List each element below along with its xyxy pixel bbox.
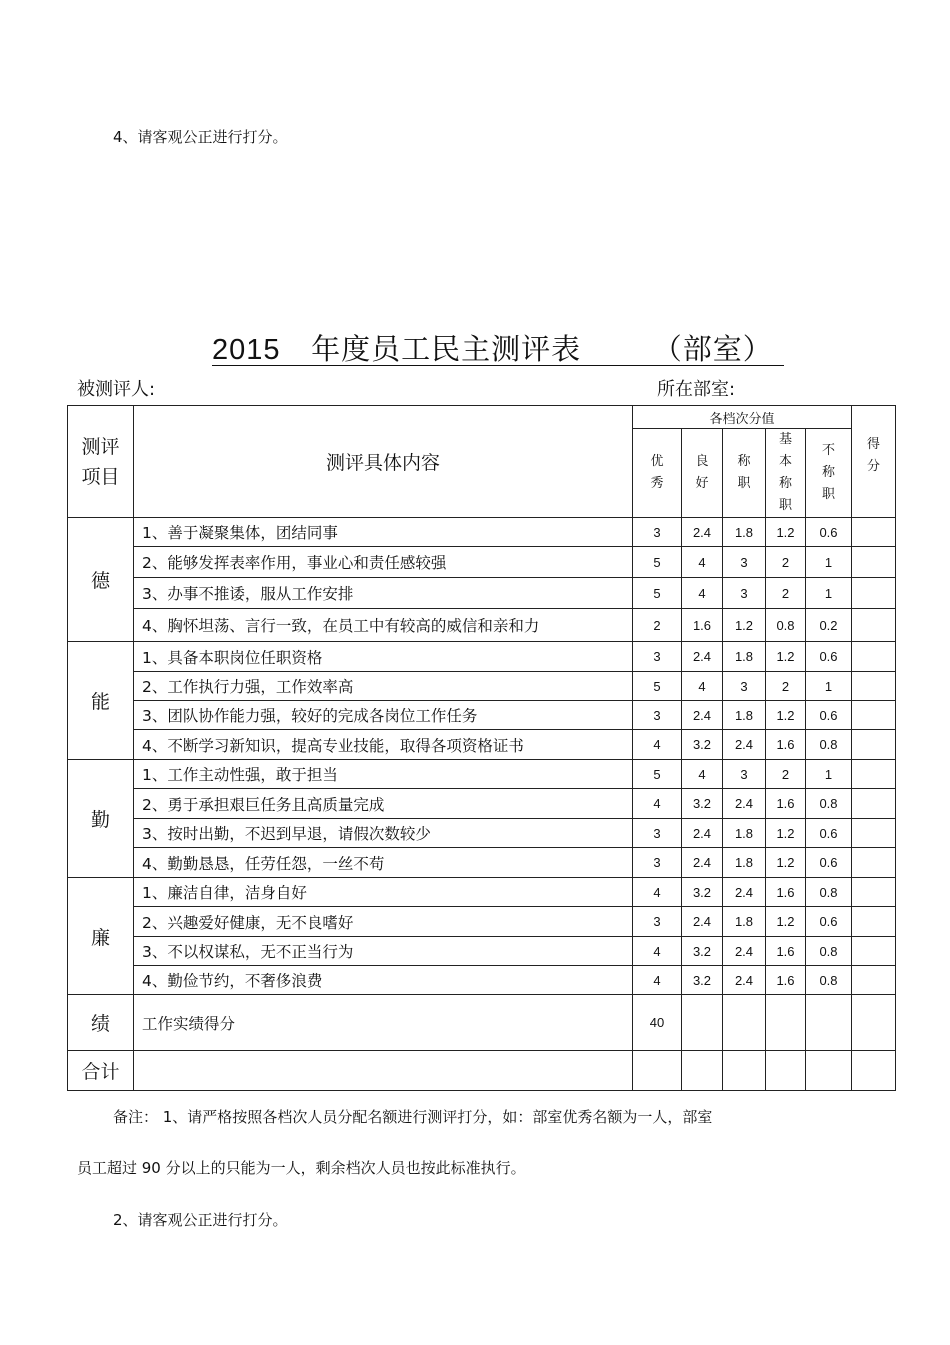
grade-value: 4 xyxy=(682,760,723,789)
grade-value: 5 xyxy=(633,547,682,578)
grade-value: 2 xyxy=(766,760,806,789)
category-label: 德 xyxy=(68,518,134,642)
score-cell[interactable] xyxy=(852,907,896,937)
item-text: 1、善于凝聚集体，团结同事 xyxy=(134,518,633,547)
grade-value: 3.2 xyxy=(682,878,723,907)
header-grade xyxy=(682,429,723,518)
grade-value: 2.4 xyxy=(723,937,766,966)
grade-value: 0.8 xyxy=(806,937,852,966)
empty-cell xyxy=(766,995,806,1051)
grade-value: 40 xyxy=(633,995,682,1051)
table-row xyxy=(68,642,896,672)
grade-value: 0.6 xyxy=(806,848,852,878)
grade-value: 2.4 xyxy=(682,518,723,547)
grade-value: 2 xyxy=(766,547,806,578)
grade-value: 4 xyxy=(682,547,723,578)
grade-value: 0.6 xyxy=(806,819,852,848)
table-row xyxy=(68,907,896,937)
score-cell[interactable] xyxy=(852,642,896,672)
item-text: 2、勇于承担艰巨任务且高质量完成 xyxy=(134,789,633,819)
score-cell[interactable] xyxy=(852,937,896,966)
remark-line-1: 备注： 1、请严格按照各档次人员分配名额进行测评打分，如：部室优秀名额为一人，部室 xyxy=(113,1108,713,1126)
empty-cell xyxy=(806,995,852,1051)
grade-value: 4 xyxy=(633,789,682,819)
grade-value: 2 xyxy=(766,672,806,701)
item-text: 3、办事不推诿，服从工作安排 xyxy=(134,578,633,609)
grade-value: 1.2 xyxy=(766,848,806,878)
grade-value: 0.8 xyxy=(806,966,852,995)
grade-value: 0.8 xyxy=(806,730,852,760)
grade-value: 3.2 xyxy=(682,789,723,819)
header-grade-text: 良好 xyxy=(695,454,709,491)
item-text: 4、不断学习新知识，提高专业技能，取得各项资格证书 xyxy=(134,730,633,760)
grade-value: 5 xyxy=(633,578,682,609)
title-year: 2015 xyxy=(212,334,281,366)
item-text: 1、具备本职岗位任职资格 xyxy=(134,642,633,672)
performance-row xyxy=(68,995,896,1051)
table-row xyxy=(68,760,896,789)
empty-cell xyxy=(134,1051,633,1091)
grade-value: 3 xyxy=(723,578,766,609)
table-row xyxy=(68,730,896,760)
table-row xyxy=(68,672,896,701)
score-cell[interactable] xyxy=(852,760,896,789)
score-cell[interactable] xyxy=(852,848,896,878)
evaluatee-label: 被测评人: xyxy=(77,379,156,400)
grade-value: 0.2 xyxy=(806,609,852,642)
grade-value: 3 xyxy=(723,547,766,578)
grade-value: 2.4 xyxy=(723,789,766,819)
grade-value: 3.2 xyxy=(682,966,723,995)
grade-value: 4 xyxy=(633,878,682,907)
grade-value: 3 xyxy=(633,907,682,937)
score-cell[interactable] xyxy=(852,1051,896,1091)
grade-value: 3 xyxy=(633,642,682,672)
item-text: 4、勤俭节约，不奢侈浪费 xyxy=(134,966,633,995)
table-row xyxy=(68,789,896,819)
grade-value: 1.2 xyxy=(723,609,766,642)
header-grade-text: 优秀 xyxy=(650,454,664,491)
grade-value: 0.6 xyxy=(806,642,852,672)
header-grade-text: 称职 xyxy=(737,454,751,491)
grade-value: 1.8 xyxy=(723,907,766,937)
grade-value: 2 xyxy=(633,609,682,642)
table-row xyxy=(68,578,896,609)
grade-value: 3 xyxy=(633,819,682,848)
table-row xyxy=(68,966,896,995)
grade-value: 2.4 xyxy=(682,819,723,848)
score-cell[interactable] xyxy=(852,547,896,578)
item-text: 1、廉洁自律，洁身自好 xyxy=(134,878,633,907)
grade-value: 1.8 xyxy=(723,701,766,730)
grade-value: 0.6 xyxy=(806,518,852,547)
table-row xyxy=(68,819,896,848)
grade-value: 2.4 xyxy=(682,848,723,878)
grade-value: 1 xyxy=(806,578,852,609)
grade-value: 0.6 xyxy=(806,701,852,730)
evaluation-table xyxy=(67,405,896,1091)
grade-value: 1.8 xyxy=(723,642,766,672)
grade-value: 2 xyxy=(766,578,806,609)
grade-value: 1.8 xyxy=(723,518,766,547)
header-project: 测评项目 xyxy=(68,406,134,518)
score-cell[interactable] xyxy=(852,609,896,642)
score-cell[interactable] xyxy=(852,878,896,907)
header-grade xyxy=(723,429,766,518)
table-row xyxy=(68,609,896,642)
grade-value: 2.4 xyxy=(682,907,723,937)
grade-value: 1.2 xyxy=(766,642,806,672)
grade-value: 3.2 xyxy=(682,937,723,966)
category-label: 廉 xyxy=(68,878,134,995)
grade-value: 0.8 xyxy=(766,609,806,642)
grade-value: 1.2 xyxy=(766,701,806,730)
grade-value: 1.6 xyxy=(766,966,806,995)
grade-value: 4 xyxy=(682,672,723,701)
grade-value: 1 xyxy=(806,672,852,701)
table-row xyxy=(68,518,896,547)
grade-value: 1.6 xyxy=(766,789,806,819)
total-row xyxy=(68,1051,896,1091)
item-text: 3、按时出勤，不迟到早退，请假次数较少 xyxy=(134,819,633,848)
grade-value: 3 xyxy=(633,848,682,878)
header-grade xyxy=(633,429,682,518)
header-grade-text: 不称职 xyxy=(821,443,835,502)
header-grade xyxy=(806,429,852,518)
grade-value: 3.2 xyxy=(682,730,723,760)
grade-value: 4 xyxy=(633,730,682,760)
item-text: 工作实绩得分 xyxy=(134,995,633,1051)
empty-cell xyxy=(682,995,723,1051)
header-content: 测评具体内容 xyxy=(134,406,633,518)
item-text: 3、不以权谋私，无不正当行为 xyxy=(134,937,633,966)
empty-cell xyxy=(723,995,766,1051)
item-text: 2、工作执行力强，工作效率高 xyxy=(134,672,633,701)
header-score xyxy=(852,406,896,518)
grade-value: 3 xyxy=(723,672,766,701)
score-cell[interactable] xyxy=(852,966,896,995)
grade-value: 3 xyxy=(723,760,766,789)
table-body xyxy=(68,406,896,1091)
grade-value: 1 xyxy=(806,547,852,578)
header-grades-group: 各档次分值 xyxy=(633,406,852,429)
title-underline xyxy=(212,365,784,366)
grade-value: 3 xyxy=(633,701,682,730)
table-row xyxy=(68,848,896,878)
remark-line-2: 员工超过 90 分以上的只能为一人，剩余档次人员也按此标准执行。 xyxy=(77,1159,526,1177)
grade-value: 5 xyxy=(633,760,682,789)
grade-value: 1.6 xyxy=(682,609,723,642)
empty-cell xyxy=(766,1051,806,1091)
grade-value: 3 xyxy=(633,518,682,547)
remark-line-3: 2、请客观公正进行打分。 xyxy=(113,1211,288,1229)
table-row xyxy=(68,547,896,578)
grade-value: 5 xyxy=(633,672,682,701)
item-text: 2、兴趣爱好健康，无不良嗜好 xyxy=(134,907,633,937)
item-text: 2、能够发挥表率作用，事业心和责任感较强 xyxy=(134,547,633,578)
grade-value: 4 xyxy=(682,578,723,609)
score-cell[interactable] xyxy=(852,672,896,701)
header-score-text: 得分 xyxy=(866,437,880,474)
grade-value: 2.4 xyxy=(682,642,723,672)
grade-value: 0.8 xyxy=(806,789,852,819)
grade-value: 2.4 xyxy=(682,701,723,730)
grade-value: 1.8 xyxy=(723,819,766,848)
grade-value: 1.2 xyxy=(766,518,806,547)
grade-value: 2.4 xyxy=(723,730,766,760)
header-grade xyxy=(766,429,806,518)
score-cell[interactable] xyxy=(852,578,896,609)
grade-value: 1.6 xyxy=(766,730,806,760)
score-cell[interactable] xyxy=(852,701,896,730)
grade-value: 1.8 xyxy=(723,848,766,878)
title-main: 年度员工民主测评表 xyxy=(311,332,582,366)
grade-value: 4 xyxy=(633,966,682,995)
empty-cell xyxy=(806,1051,852,1091)
item-text: 3、团队协作能力强，较好的完成各岗位工作任务 xyxy=(134,701,633,730)
grade-value: 2.4 xyxy=(723,878,766,907)
score-cell[interactable] xyxy=(852,819,896,848)
grade-value: 0.8 xyxy=(806,878,852,907)
score-cell[interactable] xyxy=(852,995,896,1051)
header-grade-text: 基本称职 xyxy=(778,432,792,513)
grade-value: 1 xyxy=(806,760,852,789)
header-row-1 xyxy=(68,406,896,429)
item-text: 4、胸怀坦荡、言行一致，在员工中有较高的威信和亲和力 xyxy=(134,609,633,642)
table-row xyxy=(68,878,896,907)
grade-value: 0.6 xyxy=(806,907,852,937)
empty-cell xyxy=(682,1051,723,1091)
table-row xyxy=(68,701,896,730)
empty-cell xyxy=(723,1051,766,1091)
grade-value: 1.2 xyxy=(766,907,806,937)
item-text: 4、勤勤恳恳，任劳任怨，一丝不苟 xyxy=(134,848,633,878)
empty-cell xyxy=(633,1051,682,1091)
department-label: 所在部室: xyxy=(657,379,736,400)
category-label: 能 xyxy=(68,642,134,760)
score-cell[interactable] xyxy=(852,789,896,819)
grade-value: 4 xyxy=(633,937,682,966)
category-label: 勤 xyxy=(68,760,134,878)
top-note: 4、请客观公正进行打分。 xyxy=(113,128,288,146)
grade-value: 2.4 xyxy=(723,966,766,995)
grade-value: 1.6 xyxy=(766,937,806,966)
category-label: 合计 xyxy=(68,1051,134,1091)
table-row xyxy=(68,937,896,966)
title-dept: （部室） xyxy=(652,332,773,366)
page-title xyxy=(212,327,773,368)
grade-value: 1.2 xyxy=(766,819,806,848)
category-label: 绩 xyxy=(68,995,134,1051)
item-text: 1、工作主动性强，敢于担当 xyxy=(134,760,633,789)
score-cell[interactable] xyxy=(852,518,896,547)
grade-value: 1.6 xyxy=(766,878,806,907)
score-cell[interactable] xyxy=(852,730,896,760)
